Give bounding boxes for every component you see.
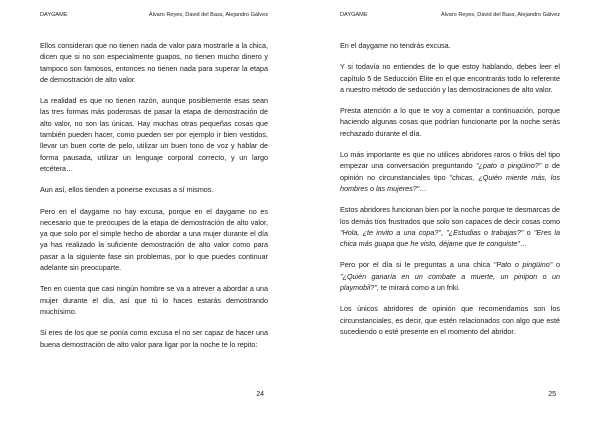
page-number: 25 (548, 391, 556, 398)
header-title: DAYGAME (40, 12, 68, 18)
paragraph: Y si todavía no entiendes de lo que estoy hablando, debes leer el capítulo 5 de Seducción Élite en el que encontrarás todo lo referente a nuestro método de seducción y las demostraciones de alto valor. (340, 62, 560, 94)
quoted-phrase: "Eres la chica más guapa que he visto, déjame que te conquiste" (340, 227, 561, 249)
right-page (340, 0, 560, 425)
paragraph: Si eres de los que se ponía como excusa el no ser capaz de hacer una buena demostración de alto valor para ligar por la noche te lo repito: (40, 328, 268, 349)
text-run: , (440, 227, 447, 237)
paragraph: La realidad es que no tienen razón, aunque posiblemente esas sean las tres formas más poderosas de pasar la etapa de demostración de alto valor, no son las únicas. Hay muchas otras pequeñas cosas que también pueden hacer, como pueden ser por ejemplo ir bien vestidos, llevar un buen corte de pelo, utilizar un buen tono de voz y hablar de forma pausada, utilizar un lenguaje corporal correcto, y un largo etcétera… (40, 96, 268, 173)
paragraph: Los únicos abridores de opinión que recomendamos son los circunstanciales, es decir, que estén relacionados con algo que esté sucediendo o esté presente en el momento del abridor. (340, 304, 560, 336)
page-body (40, 40, 268, 360)
text-run: , te mirará como a un friki. (376, 283, 461, 293)
paragraph (340, 149, 560, 194)
page-header (40, 12, 268, 18)
header-title: DAYGAME (340, 12, 368, 18)
paragraph (340, 259, 560, 293)
header-authors: Álvaro Reyes, David del Bass, Alejandro Gálvez (148, 12, 268, 18)
left-page (40, 0, 268, 425)
quoted-opener: "chicas, ¿Quién miente más, los hombres o las mujeres?" (340, 172, 560, 193)
paragraph: Presta atención a lo que te voy a comentar a continuación, porque haciendo algunas cosas que podrían funcionarte por la noche serás rechazado durante el día. (340, 106, 560, 138)
text-run: Lo más importante es que no utilices abridores raros o frikis del tipo empezar una conversación preguntando (340, 150, 560, 171)
text-run: o (523, 227, 534, 237)
paragraph: Ten en cuenta que casi ningún hombre se va a atrever a abordar a una mujer durante el día, así que tú lo haces estarás demostrando muchísimo. (40, 284, 268, 316)
text-run: … (519, 239, 528, 249)
paragraph: Pero en el daygame no hay excusa, porque en el daygame no es necesario que te preocupes de la etapa de demostración de alto valor, ya que solo por el simple hecho de abordar a una mujer durante el día ya has realizado la suficiente demostración de alto valor como para pasar a la siguiente fase sin problemas, por lo que puedes continuar adelante sin preocuparte. (40, 206, 268, 273)
page-header (340, 12, 560, 18)
quoted-opener: "Pato o pingüino" (493, 260, 553, 270)
text-run: Pero por el día si le preguntas a una chica (340, 260, 494, 270)
quoted-phrase: "Hola, ¿te invito a una copa?" (340, 227, 441, 237)
text-run: o (552, 260, 561, 270)
quoted-opener: "¿Quién ganaría en un combate a muerte, un pinipon o un playmobil?" (340, 271, 560, 293)
paragraph (340, 204, 560, 249)
paragraph: En el daygame no tendrás excusa. (340, 41, 451, 50)
text-run: Estos abridores funcionan bien por la noche porque te desmarcas de los demás tíos frustrados que solo son capaces de decir cosas como (340, 205, 560, 226)
page-number: 24 (256, 391, 264, 398)
quoted-opener: "¿pato o pingüino?" (476, 161, 542, 171)
page-body (340, 40, 560, 347)
header-authors: Álvaro Reyes, David del Bass, Alejandro Gálvez (440, 12, 560, 18)
paragraph: Aun así, ellos tienden a ponerse excusas a sí mismos. (40, 185, 214, 195)
text-run: o de opinión no circunstanciales tipo (340, 161, 560, 182)
paragraph: Ellos consideran que no tienen nada de valor para mostrarle a la chica, dicen que si no son especialmente guapos, no tienen mucho dinero y tampoco son famosos, entonces no tienen nada para superar la etapa de demostración de alto valor. (40, 41, 268, 84)
text-run: … (419, 183, 427, 193)
quoted-phrase: "¿Estudias o trabajas?" (446, 227, 524, 237)
